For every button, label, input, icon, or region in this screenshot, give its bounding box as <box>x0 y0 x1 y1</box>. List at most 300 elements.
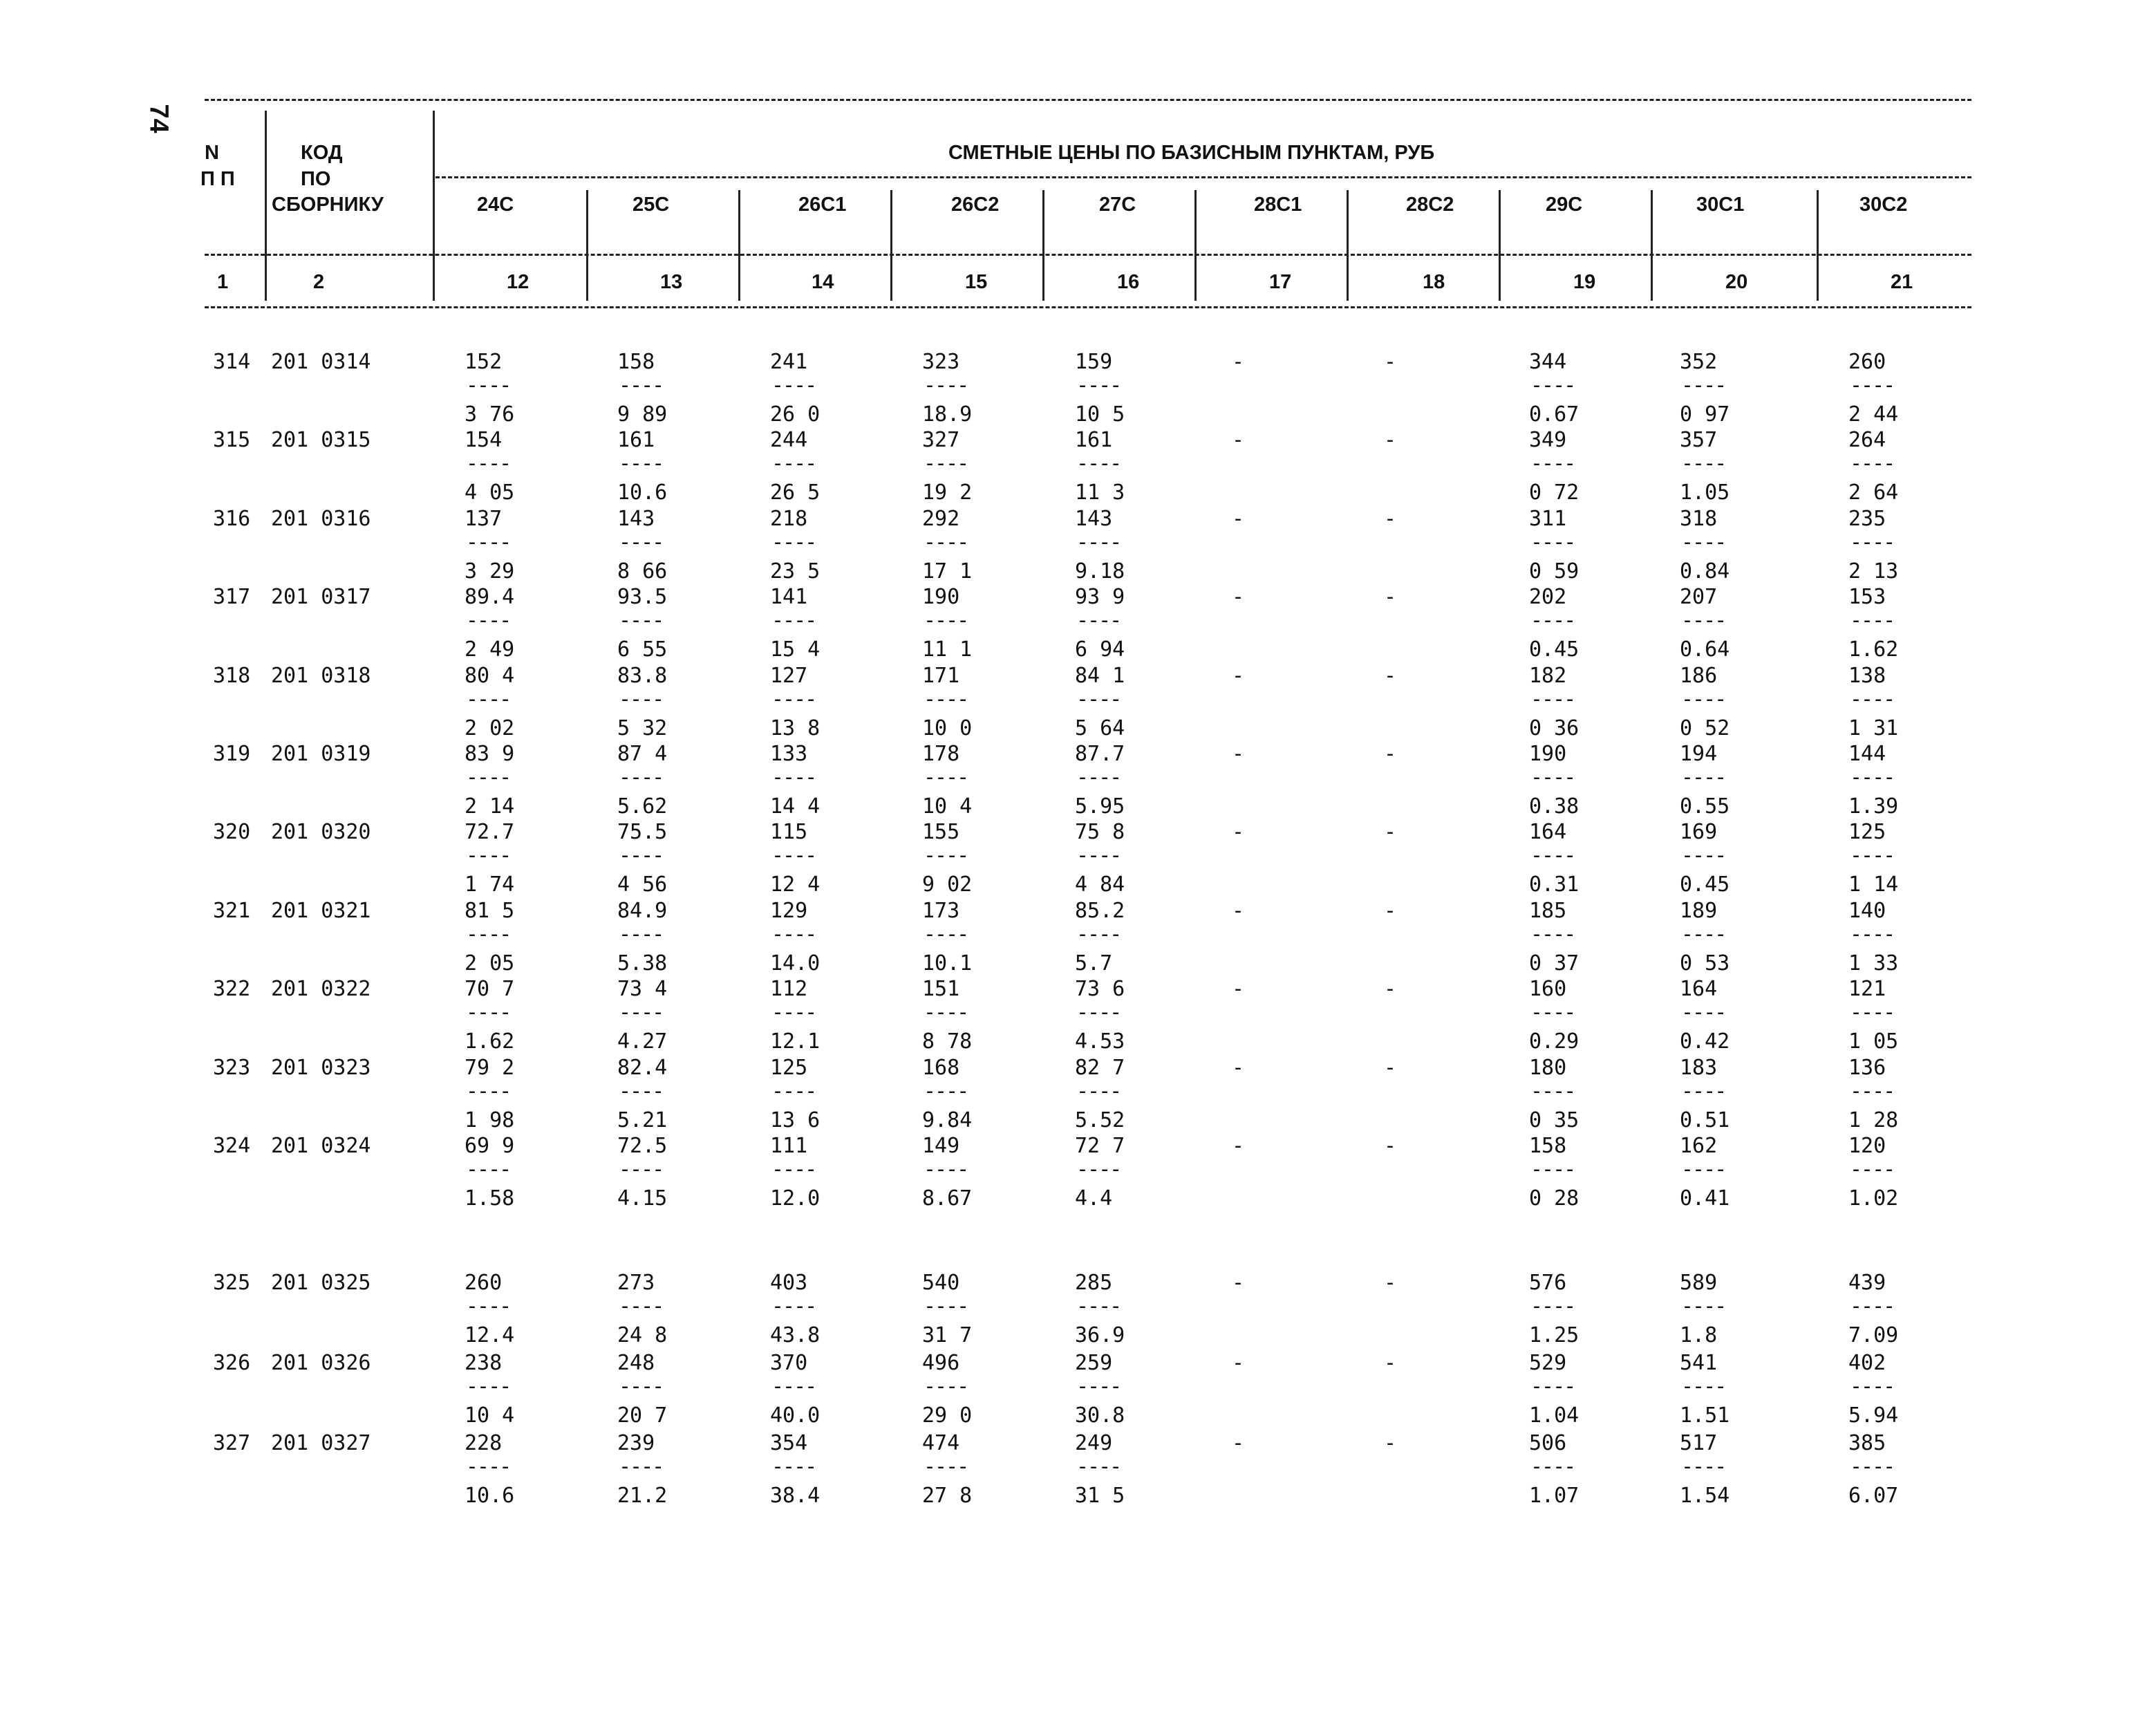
price-unit-value: 1.54 <box>1680 1484 1730 1508</box>
fraction-rule: ---- <box>924 687 968 711</box>
price-unit-value: 0 53 <box>1680 951 1730 975</box>
price-unit-value: 1 28 <box>1848 1108 1899 1132</box>
price-value: 260 <box>465 1271 503 1295</box>
price-unit-value: 0 59 <box>1529 559 1579 583</box>
price-value: 75.5 <box>617 820 668 845</box>
price-value: 517 <box>1680 1431 1718 1455</box>
row-number: 317 <box>213 585 251 610</box>
fraction-rule: ---- <box>1530 687 1575 711</box>
header-point: 29С <box>1546 194 1583 216</box>
fraction-rule: ---- <box>466 1000 511 1025</box>
header-point: 27С <box>1099 194 1136 216</box>
fraction-rule: ---- <box>619 451 664 476</box>
header-number: 16 <box>1117 271 1140 293</box>
price-unit-value: 1.62 <box>465 1029 515 1054</box>
price-value: 84 1 <box>1075 663 1125 688</box>
price-unit-value: 3 29 <box>465 559 515 583</box>
fraction-rule: ---- <box>1530 608 1575 633</box>
fraction-rule: ---- <box>771 843 816 868</box>
price-unit-value: 14 4 <box>770 794 821 819</box>
row-number: 323 <box>213 1055 251 1080</box>
header-vbar <box>265 111 267 301</box>
price-value: 93 9 <box>1075 585 1125 610</box>
price-unit-value: 10.6 <box>617 480 668 505</box>
price-value: 75 8 <box>1075 820 1125 845</box>
fraction-rule: ---- <box>1850 451 1895 476</box>
price-unit-value: 31 5 <box>1075 1484 1125 1508</box>
fraction-rule: ---- <box>1530 1000 1575 1025</box>
price-unit-value: 27 8 <box>922 1484 973 1508</box>
fraction-rule: ---- <box>1076 530 1121 554</box>
fraction-rule: ---- <box>619 843 664 868</box>
price-unit-value: 0 72 <box>1529 480 1579 505</box>
price-value: 152 <box>465 350 503 374</box>
header-code: КОД <box>301 142 343 164</box>
price-unit-value: 21.2 <box>617 1484 668 1508</box>
header-number: 1 <box>217 271 229 293</box>
fraction-rule: ---- <box>1076 1000 1121 1025</box>
header-vbar <box>1817 190 1819 301</box>
fraction-rule: ---- <box>1681 1157 1726 1182</box>
price-value: 183 <box>1680 1055 1718 1080</box>
dash-mark: - <box>1232 1271 1245 1295</box>
dash-mark: - <box>1384 977 1397 1002</box>
price-unit-value: 1.51 <box>1680 1403 1730 1428</box>
row-code: 201 0314 <box>271 350 371 374</box>
price-unit-value: 0.45 <box>1529 637 1579 662</box>
fraction-rule: ---- <box>1076 843 1121 868</box>
price-unit-value: 4.15 <box>617 1186 668 1211</box>
row-code: 201 0321 <box>271 898 371 923</box>
price-unit-value: 2 13 <box>1848 559 1899 583</box>
fraction-rule: ---- <box>771 1455 816 1479</box>
header-mid-rule <box>435 176 1971 178</box>
price-unit-value: 7.09 <box>1848 1323 1899 1347</box>
price-value: 349 <box>1529 428 1567 453</box>
header-vbar <box>433 111 435 301</box>
header-bottom-rule <box>205 306 1971 308</box>
price-unit-value: 5.95 <box>1075 794 1125 819</box>
price-unit-value: 1.62 <box>1848 637 1899 662</box>
price-value: 264 <box>1848 428 1886 453</box>
fraction-rule: ---- <box>1530 451 1575 476</box>
price-value: 72.7 <box>465 820 515 845</box>
header-number: 18 <box>1423 271 1445 293</box>
fraction-rule: ---- <box>466 1157 511 1182</box>
fraction-rule: ---- <box>466 1078 511 1103</box>
price-value: 541 <box>1680 1351 1718 1375</box>
fraction-rule: ---- <box>619 1157 664 1182</box>
header-vbar <box>1042 190 1044 301</box>
price-unit-value: 10.1 <box>922 951 973 975</box>
header-point: 30С2 <box>1859 194 1908 216</box>
price-value: 370 <box>770 1351 808 1375</box>
price-unit-value: 2 49 <box>465 637 515 662</box>
row-code: 201 0326 <box>271 1351 371 1375</box>
price-unit-value: 12.4 <box>465 1323 515 1347</box>
fraction-rule: ---- <box>1850 1294 1895 1318</box>
price-unit-value: 0 37 <box>1529 951 1579 975</box>
fraction-rule: ---- <box>1681 608 1726 633</box>
price-value: 496 <box>922 1351 960 1375</box>
price-unit-value: 36.9 <box>1075 1323 1125 1347</box>
header-code: ПО <box>301 168 331 190</box>
fraction-rule: ---- <box>1076 373 1121 398</box>
price-value: 80 4 <box>465 663 515 688</box>
price-value: 344 <box>1529 350 1567 374</box>
row-code: 201 0315 <box>271 428 371 453</box>
fraction-rule: ---- <box>466 1374 511 1399</box>
price-value: 136 <box>1848 1055 1886 1080</box>
price-unit-value: 10 0 <box>922 716 973 740</box>
price-unit-value: 10 4 <box>465 1403 515 1428</box>
price-value: 160 <box>1529 977 1567 1002</box>
dash-mark: - <box>1384 506 1397 531</box>
price-value: 162 <box>1680 1134 1718 1158</box>
fraction-rule: ---- <box>1681 765 1726 790</box>
fraction-rule: ---- <box>619 922 664 946</box>
header-vbar <box>1499 190 1501 301</box>
fraction-rule: ---- <box>619 608 664 633</box>
fraction-rule: ---- <box>466 765 511 790</box>
dash-mark: - <box>1232 1431 1245 1455</box>
row-code: 201 0320 <box>271 820 371 845</box>
header-n: П П <box>200 168 235 190</box>
price-value: 529 <box>1529 1351 1567 1375</box>
price-value: 140 <box>1848 898 1886 923</box>
fraction-rule: ---- <box>1530 1374 1575 1399</box>
header-number: 12 <box>507 271 529 293</box>
price-unit-value: 0.84 <box>1680 559 1730 583</box>
header-point: 25С <box>632 194 670 216</box>
price-value: 285 <box>1075 1271 1113 1295</box>
fraction-rule: ---- <box>1850 530 1895 554</box>
price-value: 87 4 <box>617 742 668 766</box>
price-unit-value: 4.27 <box>617 1029 668 1054</box>
price-unit-value: 13 6 <box>770 1108 821 1132</box>
price-value: 89.4 <box>465 585 515 610</box>
price-value: 121 <box>1848 977 1886 1002</box>
row-number: 318 <box>213 663 251 688</box>
fraction-rule: ---- <box>1530 530 1575 554</box>
price-value: 439 <box>1848 1271 1886 1295</box>
price-value: 82.4 <box>617 1055 668 1080</box>
fraction-rule: ---- <box>1530 843 1575 868</box>
fraction-rule: ---- <box>619 1078 664 1103</box>
fraction-rule: ---- <box>924 1374 968 1399</box>
price-unit-value: 0.64 <box>1680 637 1730 662</box>
price-value: 249 <box>1075 1431 1113 1455</box>
dash-mark: - <box>1384 350 1397 374</box>
price-value: 323 <box>922 350 960 374</box>
price-unit-value: 0.38 <box>1529 794 1579 819</box>
price-unit-value: 0.29 <box>1529 1029 1579 1054</box>
dash-mark: - <box>1232 1134 1245 1158</box>
price-value: 154 <box>465 428 503 453</box>
price-value: 79 2 <box>465 1055 515 1080</box>
price-value: 180 <box>1529 1055 1567 1080</box>
price-unit-value: 4 05 <box>465 480 515 505</box>
price-unit-value: 38.4 <box>770 1484 821 1508</box>
row-number: 320 <box>213 820 251 845</box>
price-value: 178 <box>922 742 960 766</box>
price-value: 186 <box>1680 663 1718 688</box>
fraction-rule: ---- <box>771 687 816 711</box>
fraction-rule: ---- <box>1530 1455 1575 1479</box>
fraction-rule: ---- <box>924 1455 968 1479</box>
header-point: 26С2 <box>951 194 1000 216</box>
price-unit-value: 20 7 <box>617 1403 668 1428</box>
price-value: 248 <box>617 1351 655 1375</box>
fraction-rule: ---- <box>619 530 664 554</box>
price-value: 244 <box>770 428 808 453</box>
fraction-rule: ---- <box>924 608 968 633</box>
price-value: 143 <box>617 506 655 531</box>
fraction-rule: ---- <box>1681 373 1726 398</box>
fraction-rule: ---- <box>466 608 511 633</box>
dash-mark: - <box>1384 742 1397 766</box>
price-value: 85.2 <box>1075 898 1125 923</box>
price-value: 133 <box>770 742 808 766</box>
dash-mark: - <box>1232 898 1245 923</box>
dash-mark: - <box>1232 820 1245 845</box>
fraction-rule: ---- <box>1850 765 1895 790</box>
price-value: 138 <box>1848 663 1886 688</box>
price-unit-value: 1.25 <box>1529 1323 1579 1347</box>
price-value: 73 4 <box>617 977 668 1002</box>
dash-mark: - <box>1232 506 1245 531</box>
fraction-rule: ---- <box>619 1374 664 1399</box>
price-value: 311 <box>1529 506 1567 531</box>
price-value: 474 <box>922 1431 960 1455</box>
price-unit-value: 23 5 <box>770 559 821 583</box>
price-value: 589 <box>1680 1271 1718 1295</box>
fraction-rule: ---- <box>771 530 816 554</box>
row-code: 201 0327 <box>271 1431 371 1455</box>
header-vbar <box>1347 190 1349 301</box>
price-value: 129 <box>770 898 808 923</box>
fraction-rule: ---- <box>771 922 816 946</box>
price-unit-value: 1.58 <box>465 1186 515 1211</box>
fraction-rule: ---- <box>619 1000 664 1025</box>
header-top-rule <box>205 99 1971 101</box>
price-unit-value: 15 4 <box>770 637 821 662</box>
dash-mark: - <box>1384 663 1397 688</box>
price-unit-value: 6 55 <box>617 637 668 662</box>
price-value: 260 <box>1848 350 1886 374</box>
fraction-rule: ---- <box>1076 1455 1121 1479</box>
price-value: 292 <box>922 506 960 531</box>
fraction-rule: ---- <box>619 687 664 711</box>
header-number: 13 <box>660 271 683 293</box>
price-unit-value: 1 33 <box>1848 951 1899 975</box>
fraction-rule: ---- <box>1850 608 1895 633</box>
price-value: 69 9 <box>465 1134 515 1158</box>
fraction-rule: ---- <box>924 373 968 398</box>
fraction-rule: ---- <box>1530 765 1575 790</box>
fraction-rule: ---- <box>1681 922 1726 946</box>
price-value: 506 <box>1529 1431 1567 1455</box>
fraction-rule: ---- <box>619 1294 664 1318</box>
price-unit-value: 8.67 <box>922 1186 973 1211</box>
price-value: 120 <box>1848 1134 1886 1158</box>
price-unit-value: 5.38 <box>617 951 668 975</box>
price-value: 87.7 <box>1075 742 1125 766</box>
dash-mark: - <box>1384 820 1397 845</box>
row-number: 325 <box>213 1271 251 1295</box>
price-value: 125 <box>770 1055 808 1080</box>
price-unit-value: 5.52 <box>1075 1108 1125 1132</box>
price-unit-value: 0 97 <box>1680 402 1730 427</box>
price-unit-value: 4.53 <box>1075 1029 1125 1054</box>
price-unit-value: 5 32 <box>617 716 668 740</box>
row-number: 315 <box>213 428 251 453</box>
fraction-rule: ---- <box>771 1000 816 1025</box>
price-unit-value: 1 05 <box>1848 1029 1899 1054</box>
dash-mark: - <box>1232 585 1245 610</box>
fraction-rule: ---- <box>466 451 511 476</box>
price-value: 158 <box>1529 1134 1567 1158</box>
price-unit-value: 26 0 <box>770 402 821 427</box>
dash-mark: - <box>1384 898 1397 923</box>
price-unit-value: 14.0 <box>770 951 821 975</box>
price-unit-value: 5 64 <box>1075 716 1125 740</box>
price-unit-value: 4.4 <box>1075 1186 1113 1211</box>
header-code: СБОРНИКУ <box>272 194 384 216</box>
dash-mark: - <box>1232 742 1245 766</box>
row-code: 201 0324 <box>271 1134 371 1158</box>
fraction-rule: ---- <box>1681 1000 1726 1025</box>
price-value: 83.8 <box>617 663 668 688</box>
price-unit-value: 31 7 <box>922 1323 973 1347</box>
price-value: 115 <box>770 820 808 845</box>
price-unit-value: 2 05 <box>465 951 515 975</box>
header-number: 15 <box>965 271 988 293</box>
price-unit-value: 43.8 <box>770 1323 821 1347</box>
price-unit-value: 10 5 <box>1075 402 1125 427</box>
fraction-rule: ---- <box>1681 451 1726 476</box>
price-value: 112 <box>770 977 808 1002</box>
price-unit-value: 1 31 <box>1848 716 1899 740</box>
row-number: 319 <box>213 742 251 766</box>
row-code: 201 0317 <box>271 585 371 610</box>
price-value: 202 <box>1529 585 1567 610</box>
row-number: 322 <box>213 977 251 1002</box>
fraction-rule: ---- <box>1681 843 1726 868</box>
price-unit-value: 11 3 <box>1075 480 1125 505</box>
price-unit-value: 1.07 <box>1529 1484 1579 1508</box>
price-unit-value: 2 44 <box>1848 402 1899 427</box>
price-unit-value: 10.6 <box>465 1484 515 1508</box>
header-number: 17 <box>1269 271 1292 293</box>
fraction-rule: ---- <box>1530 1294 1575 1318</box>
fraction-rule: ---- <box>1681 1078 1726 1103</box>
price-value: 164 <box>1680 977 1718 1002</box>
dash-mark: - <box>1232 663 1245 688</box>
fraction-rule: ---- <box>771 1157 816 1182</box>
price-value: 185 <box>1529 898 1567 923</box>
fraction-rule: ---- <box>619 765 664 790</box>
fraction-rule: ---- <box>1850 922 1895 946</box>
price-unit-value: 0.55 <box>1680 794 1730 819</box>
fraction-rule: ---- <box>1076 608 1121 633</box>
price-unit-value: 13 8 <box>770 716 821 740</box>
fraction-rule: ---- <box>1850 1078 1895 1103</box>
price-value: 190 <box>922 585 960 610</box>
price-unit-value: 9 89 <box>617 402 668 427</box>
price-unit-value: 5.94 <box>1848 1403 1899 1428</box>
fraction-rule: ---- <box>1076 687 1121 711</box>
price-unit-value: 3 76 <box>465 402 515 427</box>
price-unit-value: 5.62 <box>617 794 668 819</box>
fraction-rule: ---- <box>1850 687 1895 711</box>
price-unit-value: 6 94 <box>1075 637 1125 662</box>
fraction-rule: ---- <box>1850 1374 1895 1399</box>
price-value: 168 <box>922 1055 960 1080</box>
price-value: 352 <box>1680 350 1718 374</box>
price-unit-value: 0.42 <box>1680 1029 1730 1054</box>
fraction-rule: ---- <box>924 1078 968 1103</box>
row-code: 201 0318 <box>271 663 371 688</box>
header-point: 28С1 <box>1254 194 1302 216</box>
fraction-rule: ---- <box>1681 1374 1726 1399</box>
price-value: 72.5 <box>617 1134 668 1158</box>
price-value: 182 <box>1529 663 1567 688</box>
header-number: 20 <box>1725 271 1748 293</box>
fraction-rule: ---- <box>619 1455 664 1479</box>
price-unit-value: 18.9 <box>922 402 973 427</box>
price-value: 149 <box>922 1134 960 1158</box>
price-unit-value: 17 1 <box>922 559 973 583</box>
fraction-rule: ---- <box>924 843 968 868</box>
price-unit-value: 2 64 <box>1848 480 1899 505</box>
fraction-rule: ---- <box>924 1294 968 1318</box>
price-value: 158 <box>617 350 655 374</box>
price-value: 153 <box>1848 585 1886 610</box>
price-value: 173 <box>922 898 960 923</box>
fraction-rule: ---- <box>1530 1157 1575 1182</box>
dash-mark: - <box>1232 350 1245 374</box>
fraction-rule: ---- <box>924 922 968 946</box>
price-unit-value: 1.39 <box>1848 794 1899 819</box>
row-number: 321 <box>213 898 251 923</box>
price-value: 137 <box>465 506 503 531</box>
price-unit-value: 5.7 <box>1075 951 1113 975</box>
header-number: 19 <box>1573 271 1596 293</box>
header-number: 21 <box>1891 271 1913 293</box>
header-number: 14 <box>812 271 834 293</box>
fraction-rule: ---- <box>771 765 816 790</box>
row-number: 316 <box>213 506 251 531</box>
fraction-rule: ---- <box>924 765 968 790</box>
fraction-rule: ---- <box>1681 1294 1726 1318</box>
row-code: 201 0319 <box>271 742 371 766</box>
price-value: 73 6 <box>1075 977 1125 1002</box>
price-value: 161 <box>617 428 655 453</box>
header-vbar <box>738 190 740 301</box>
price-unit-value: 0.67 <box>1529 402 1579 427</box>
dash-mark: - <box>1384 1431 1397 1455</box>
price-unit-value: 1.02 <box>1848 1186 1899 1211</box>
price-value: 194 <box>1680 742 1718 766</box>
dash-mark: - <box>1232 1055 1245 1080</box>
dash-mark: - <box>1232 977 1245 1002</box>
dash-mark: - <box>1384 1271 1397 1295</box>
price-value: 171 <box>922 663 960 688</box>
price-value: 327 <box>922 428 960 453</box>
row-code: 201 0325 <box>271 1271 371 1295</box>
price-value: 141 <box>770 585 808 610</box>
